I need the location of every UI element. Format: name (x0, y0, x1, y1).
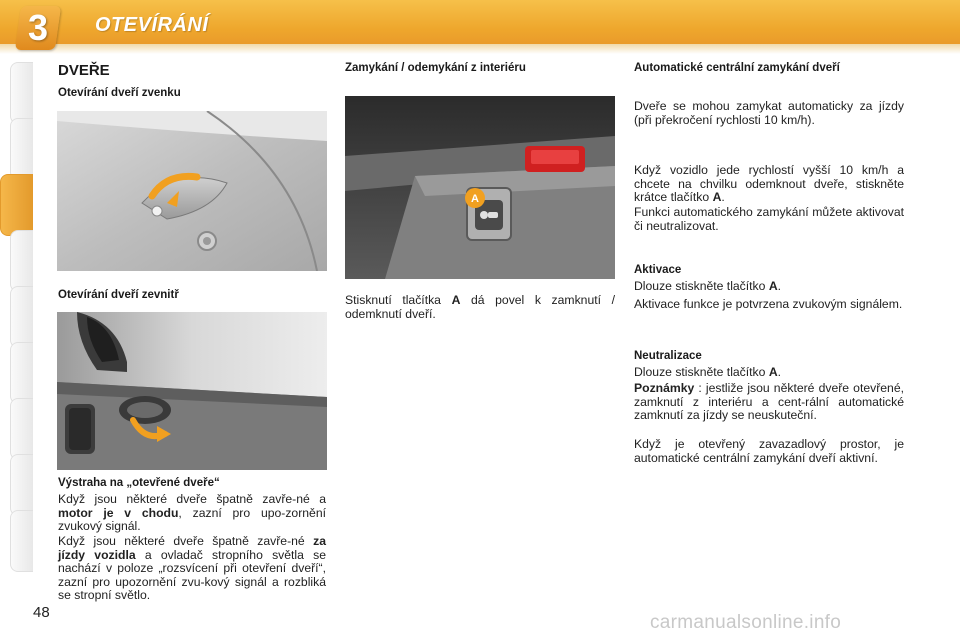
subheading-outside: Otevírání dveří zvenku (58, 87, 181, 99)
activation-confirmation: Aktivace funkce je potvrzena zvukovým signálem. (634, 297, 903, 311)
chapter-tab-8[interactable] (10, 454, 33, 516)
neutralization-step: Dlouze stiskněte tlačítko A. (634, 365, 782, 379)
chapter-tab-3[interactable] (0, 174, 33, 236)
auto-locking-heading: Automatické centrální zamykání dveří (634, 62, 840, 74)
interior-locking-heading: Zamykání / odemykání z interiéru (345, 62, 526, 74)
chapter-tab-2[interactable] (10, 118, 33, 180)
auto-locking-paragraph-2: Když vozidlo jede rychlostí vyšší 10 km/h a chcete na chvilku odemknout dveře, stiskněte krátce tlačítko A. (634, 163, 904, 204)
header-shadow (0, 44, 960, 54)
warning-heading: Výstraha na „otevřené dveře“ (58, 477, 220, 489)
lock-button-description: Stisknutí tlačítka A dá povel k zamknutí / odemknutí dveří. (345, 293, 615, 321)
notes-paragraph: Poznámky : jestliže jsou některé dveře otevřené, zamknutí z interiéru a cent-rální automatické zamknutí za jízdy se neuskuteční. (634, 381, 904, 422)
photo-exterior-handle (57, 111, 327, 271)
watermark: carmanualsonline.info (650, 612, 842, 633)
warning-paragraph-1: Když jsou některé dveře špatně zavře-né a motor je v chodu, zazní pro upo-zornění zvukový signál. (58, 492, 326, 533)
photo-interior-handle (57, 312, 327, 470)
neutralization-heading: Neutralizace (634, 350, 702, 362)
chapter-tab-6[interactable] (10, 342, 33, 404)
callout-a-label: A (471, 193, 479, 205)
auto-locking-paragraph-1: Dveře se mohou zamykat automaticky za jízdy (při překročení rychlosti 10 km/h). (634, 99, 904, 127)
trunk-open-paragraph: Když je otevřený zavazadlový prostor, je automatické centrální zamykání dveří aktivní. (634, 437, 904, 465)
chapter-tab-9[interactable] (10, 510, 33, 572)
warning-paragraph-2: Když jsou některé dveře špatně zavře-né za jízdy vozidla a ovladač stropního světla se nachází v poloze „rozsvícení při otevření dveří“, zazní pro upozornění zvu-kový signál a rozbliká se stropní světlo. (58, 534, 326, 602)
section-title: DVEŘE (58, 62, 110, 79)
chapter-number: 3 (27, 7, 49, 48)
chapter-tabs (0, 62, 32, 577)
chapter-title: OTEVÍRÁNÍ (95, 14, 209, 36)
photo-lock-button (345, 96, 615, 279)
subheading-inside: Otevírání dveří zevnitř (58, 289, 179, 301)
activation-step: Dlouze stiskněte tlačítko A. (634, 279, 782, 293)
auto-locking-paragraph-3: Funkci automatického zamykání můžete aktivovat či neutralizovat. (634, 205, 904, 233)
chapter-tab-5[interactable] (10, 286, 33, 348)
chapter-tab-4[interactable] (10, 230, 33, 292)
page-number: 48 (33, 604, 50, 621)
chapter-tab-7[interactable] (10, 398, 33, 460)
activation-heading: Aktivace (634, 264, 682, 276)
chapter-tab-1[interactable] (10, 62, 33, 124)
